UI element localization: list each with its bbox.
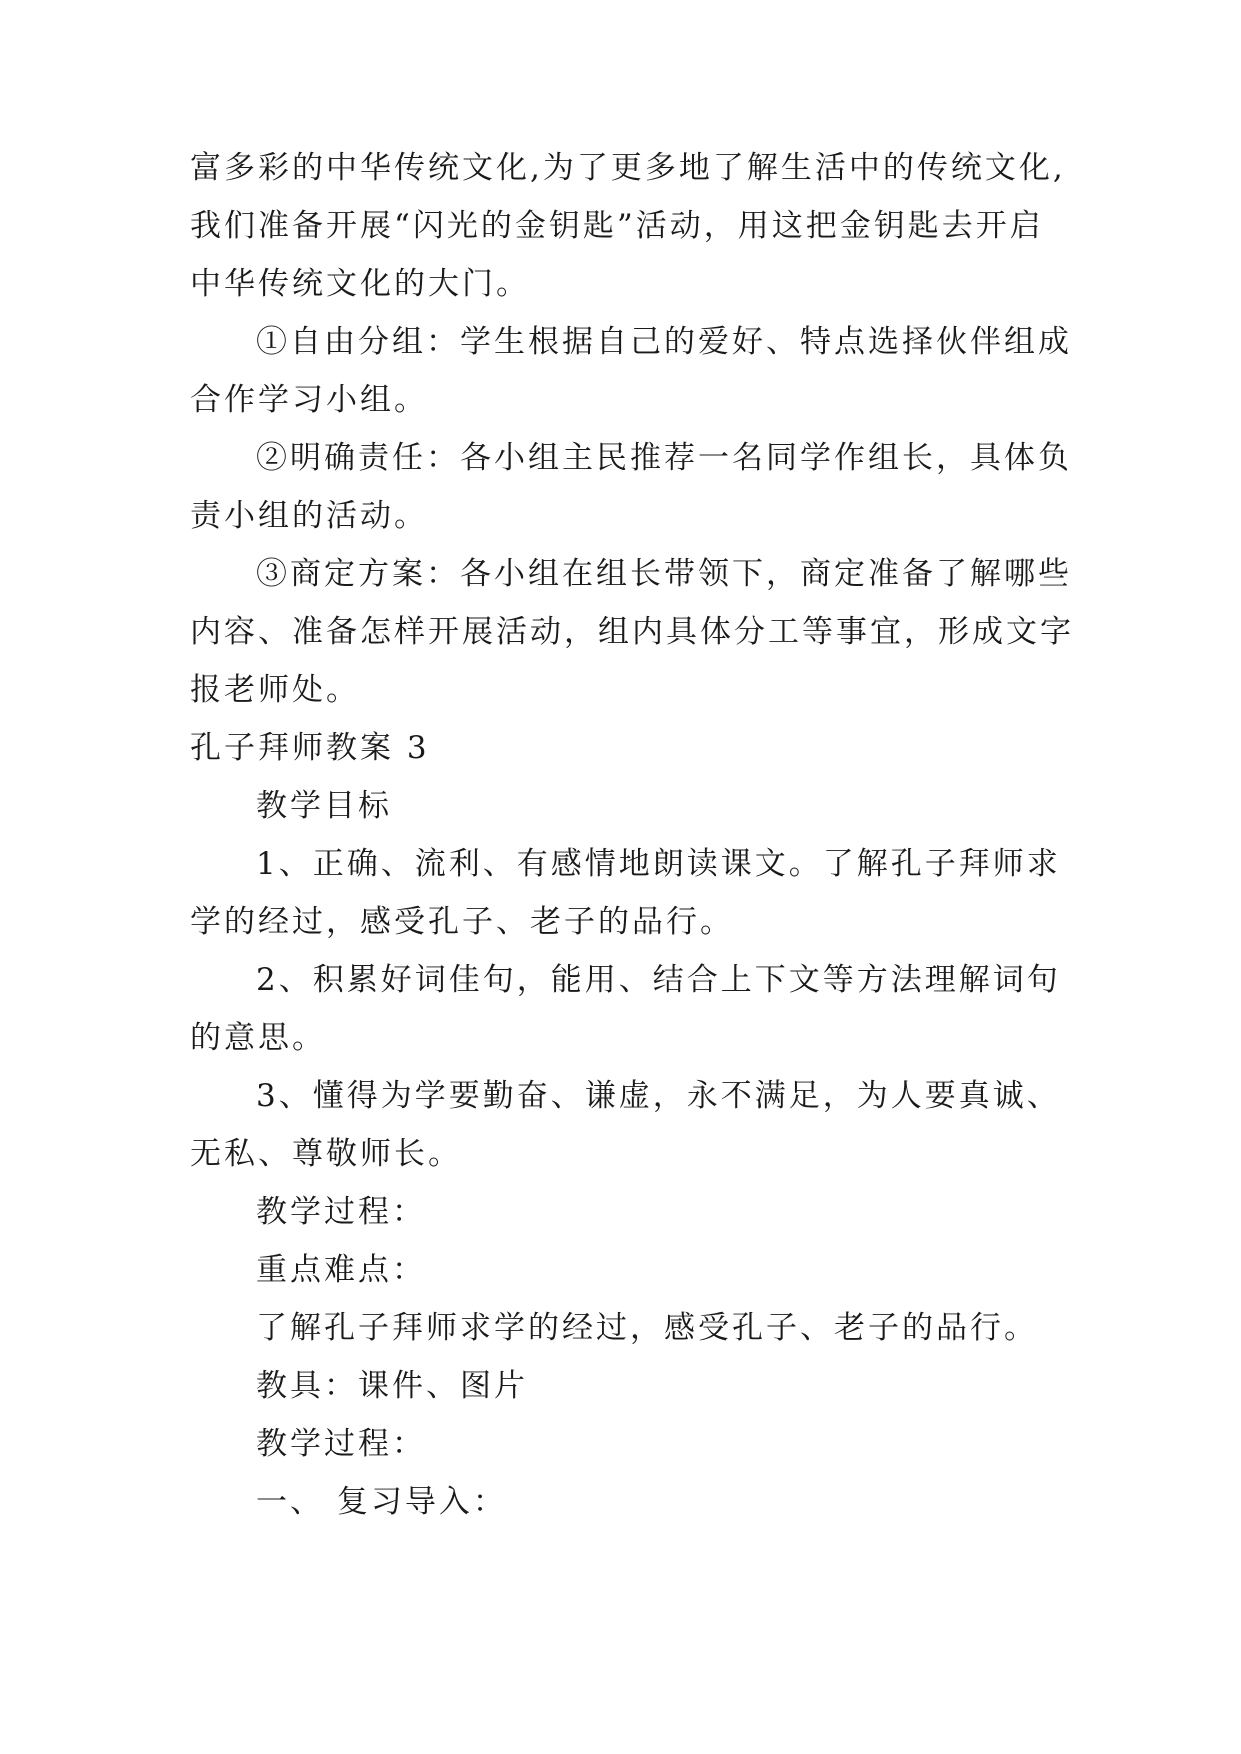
paragraph-line: 内容、准备怎样开展活动，组内具体分工等事宜，形成文字 [190,614,1074,650]
list-item-line: ③商定方案：各小组在组长带领下，商定准备了解哪些 [256,556,1072,592]
list-item-line: 3、懂得为学要勤奋、谦虚，永不满足，为人要真诚、 [256,1078,1061,1114]
list-item-line: ①自由分组：学生根据自己的爱好、特点选择伙伴组成 [256,324,1072,360]
paragraph-line: 责小组的活动。 [190,498,428,534]
list-item-line: ②明确责任：各小组主民推荐一名同学作组长，具体负 [256,440,1072,476]
section-title: 孔子拜师教案 3 [190,730,430,766]
paragraph-line: 的意思。 [190,1020,326,1056]
paragraph-line: 合作学习小组。 [190,382,428,418]
paragraph-line: 了解孔子拜师求学的经过，感受孔子、老子的品行。 [256,1310,1038,1346]
subheading: 教学过程： [256,1426,426,1462]
paragraph-line: 报老师处。 [190,672,360,708]
subheading: 教学过程： [256,1194,426,1230]
subheading: 教学目标 [256,788,392,824]
paragraph-line: 中华传统文化的大门。 [190,266,530,302]
paragraph-line: 学的经过，感受孔子、老子的品行。 [190,904,734,940]
subheading: 一、 复习导入： [256,1484,507,1520]
subheading: 重点难点： [256,1252,426,1288]
list-item-line: 1、正确、流利、有感情地朗读课文。了解孔子拜师求 [256,846,1061,882]
paragraph-line: 无私、尊敬师长。 [190,1136,462,1172]
paragraph-line: 我们准备开展“闪光的金钥匙”活动，用这把金钥匙去开启 [190,208,1044,244]
paragraph-line: 富多彩的中华传统文化,为了更多地了解生活中的传统文化, [190,150,1066,186]
list-item-line: 2、积累好词佳句，能用、结合上下文等方法理解词句 [256,962,1061,998]
paragraph-line: 教具：课件、图片 [256,1368,528,1404]
